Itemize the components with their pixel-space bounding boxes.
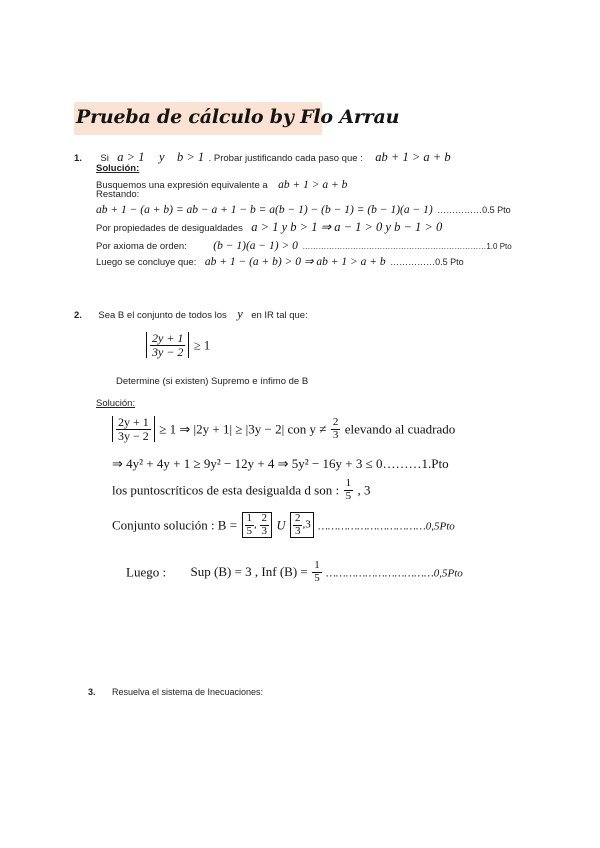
q1-y: y (158, 150, 165, 164)
q1-number: 1. (74, 153, 82, 164)
q2-step5-luego: Luego : (126, 564, 167, 580)
q1-equation1 (96, 200, 511, 218)
q2-step1-denominator: 3y − 2 (118, 428, 149, 443)
q2-interval2-c-den: 3 (294, 524, 301, 537)
q2-inequality (146, 332, 210, 358)
q2-statement-b: en IR tal que: (251, 310, 308, 321)
q2-step4-label: Conjunto solución : B = (112, 517, 238, 533)
q1-line5 (96, 252, 464, 270)
q2-step5-frac-den: 5 (314, 571, 320, 584)
q2-points-step5: ……………………………0,5Pto (326, 567, 463, 580)
q1-line3-math: a > 1 y b > 1 ⇒ a − 1 > 0 y b − 1 > 0 (251, 220, 443, 234)
q2-step2: ⇒ 4y² + 4y + 1 ≥ 9y² − 12y + 4 ⇒ 5y² − 16y + 3 ≤ 0………1.Pto (112, 456, 449, 471)
q2-step1-middle: ≥ 1 ⇒ |2y + 1| ≥ |3y − 2| con y ≠ (159, 421, 327, 437)
q2-interval2 (290, 512, 314, 538)
q1-line4-text: Por axioma de orden: (96, 241, 187, 252)
q1-line4-math: (b − 1)(a − 1) > 0 (213, 240, 298, 252)
q2-step3-text: los puntoscríticos de esta desigualda d son : (112, 482, 340, 498)
q1-si: Si (100, 153, 109, 164)
q2-number: 2. (74, 310, 82, 321)
q2-union-symbol: U (276, 518, 286, 533)
q2-step1-tail: elevando al cuadrado (344, 421, 456, 437)
q1-points3: ……………0.5 Pto (390, 257, 464, 267)
q2-step1-numerator: 2y + 1 (118, 415, 149, 429)
q1-equation1-math: ab + 1 − (a + b) = ab − a + 1 − b = a(b − 1) − (b − 1) = (b − 1)(a − 1) (96, 204, 433, 216)
q3-number: 3. (88, 687, 96, 697)
q2-question: Determine (si existen) Supremo e ínfimo de B (116, 376, 309, 387)
q2-statement-a: Sea B el conjunto de todos los (98, 310, 227, 321)
q1-points1: ……………0.5 Pto (437, 205, 511, 215)
q2-interval1-a-den: 5 (246, 524, 253, 537)
q2-step5-frac-num: 1 (314, 559, 320, 571)
q2-step1-frac-num: 2 (332, 416, 339, 429)
q2-step5 (126, 560, 463, 584)
q2-interval2-c-num: 2 (294, 512, 301, 524)
q2-solution-label: Solución: (96, 398, 136, 409)
q3-statement (88, 682, 263, 700)
q1-line1-text: Busquemos una expresión equivalente a (96, 180, 268, 191)
q2-abs-value (146, 332, 189, 358)
q2-interval1: $\frac{1}{5}$ , $\frac{2}{3}$ (242, 512, 273, 538)
page-title: Prueba de cálculo by Flo Arrau (76, 106, 400, 128)
q2-step4 (112, 512, 455, 538)
q2-ineq-rhs: ≥ 1 (193, 338, 211, 353)
q1-line3-text: Por propiedades de desigualdades (96, 223, 243, 234)
q2-interval1-a-num: 1 (246, 512, 253, 524)
q2-step3-frac-den: 5 (345, 489, 352, 502)
q2-interval2-tail: ,3 (302, 518, 311, 531)
q2-step3-frac-num: 1 (345, 477, 352, 489)
q1-statement-rest: . Probar justificando cada paso que : (208, 153, 363, 164)
q2-interval1-b-den: 3 (261, 524, 268, 537)
q2-step1-frac-den: 3 (332, 428, 339, 441)
q1-line5-math: ab + 1 − (a + b) > 0 ⇒ ab + 1 > a + b (204, 256, 386, 268)
q1-points2: ……………………………………………………………1.0 Pto (302, 242, 512, 251)
q2-y: y (237, 307, 243, 321)
q2-step1-abs (112, 416, 155, 442)
q1-solution-label: Solución: (96, 163, 140, 174)
q2-step1 (112, 416, 455, 442)
q1-cond2: b > 1 (176, 150, 205, 164)
q2-step3-tail: , 3 (357, 482, 371, 498)
q2-ineq-denominator: 3y − 2 (152, 344, 184, 359)
q1-line1-math: ab + 1 > a + b (278, 179, 348, 191)
q1-line2: Restando: (96, 189, 140, 200)
q1-cond1: a > 1 (117, 150, 145, 164)
q2-interval1-b-num: 2 (261, 512, 268, 524)
q2-step5-sup-inf: Sup (B) = 3 , Inf (B) = (190, 564, 308, 580)
q2-ineq-numerator: 2y + 1 (152, 331, 184, 345)
q3-statement-text: Resuelva el sistema de Inecuaciones: (111, 687, 264, 697)
q1-goal: ab + 1 > a + b (375, 150, 451, 164)
q1-line5-text: Luego se concluye que: (96, 257, 197, 268)
q2-statement (74, 305, 308, 323)
q2-points-step4: ……………………………0,5Pto (318, 520, 455, 533)
q1-line3 (96, 218, 442, 236)
q2-step3 (112, 478, 371, 502)
